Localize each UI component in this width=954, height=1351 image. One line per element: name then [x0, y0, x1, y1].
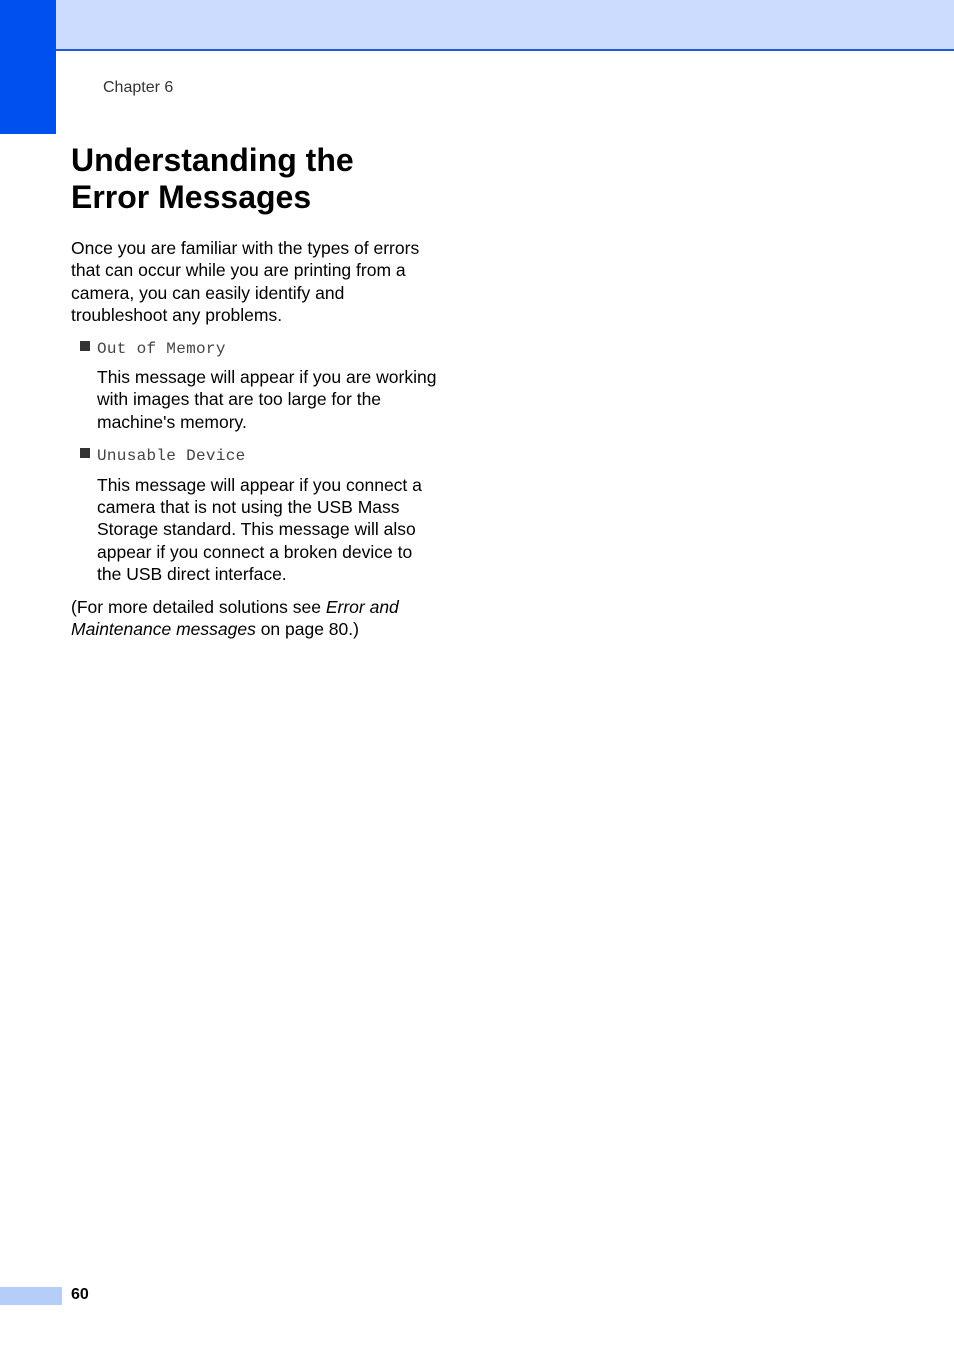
page-number: 60 [71, 1286, 89, 1303]
bullet-item-unusable-device [71, 443, 441, 467]
cross-reference-prefix: (For more detailed solutions see [71, 596, 326, 617]
footer-band [0, 1287, 62, 1305]
error-message-description: This message will appear if you connect a camera that is not using the USB Mass Storage standard. This message will also appear if you connect a broken device to the USB direct interface. [97, 474, 422, 585]
chapter-label: Chapter 6 [103, 79, 174, 96]
chapter-tab [0, 0, 56, 134]
page-title-line-2: Error Messages [71, 179, 312, 215]
error-message-description: This message will appear if you are working with images that are too large for the machine's memory. [97, 367, 437, 432]
header-band [56, 0, 954, 51]
bullet-square-icon [80, 341, 90, 351]
cross-reference-suffix: on page 80.) [255, 619, 359, 640]
section-content [71, 237, 441, 641]
error-message-label: Out of Memory [97, 339, 226, 358]
bullet-square-icon [80, 448, 90, 458]
cross-reference-link[interactable]: Error and Maintenance messages [71, 596, 399, 640]
intro-paragraph: Once you are familiar with the types of errors that can occur while you are printing from a camera, you can easily identify and troubleshoot any problems. [71, 238, 420, 326]
page-title [71, 142, 451, 216]
bullet-item-out-of-memory [71, 336, 441, 360]
page-title-line-1: Understanding the [71, 142, 354, 178]
cross-reference-note [71, 596, 441, 641]
error-message-label: Unusable Device [97, 447, 246, 466]
